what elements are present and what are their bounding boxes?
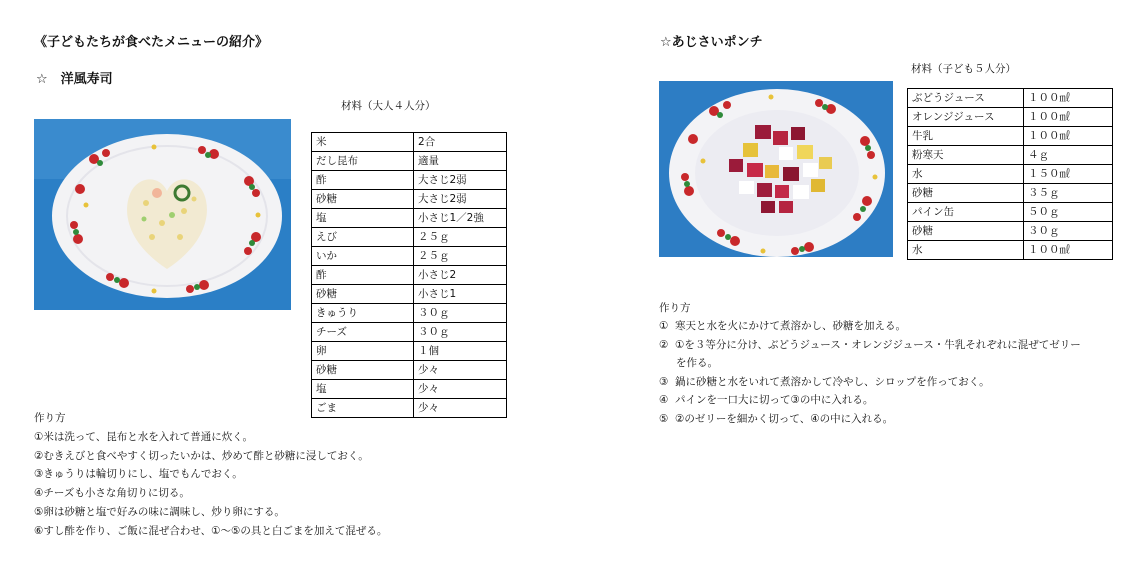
ingredient-name: 砂糖	[908, 222, 1024, 241]
ingredient-row	[908, 146, 1113, 165]
ingredient-amount: 小さじ1／2強	[414, 209, 507, 228]
ingredient-name: 粉寒天	[908, 146, 1024, 165]
ingredient-row	[312, 323, 507, 342]
ingredient-amount: １５０㎖	[1024, 165, 1113, 184]
sushi-step: ①米は洗って、昆布と水を入れて普通に炊く。	[34, 431, 253, 443]
ingredient-amount: ３０ｇ	[1024, 222, 1113, 241]
sushi-step: ⑤卵は砂糖と塩で好みの味に調味し、炒り卵にする。	[34, 505, 285, 518]
ingredient-row	[908, 203, 1113, 222]
step-text: 寒天と水を火にかけて煮溶かし、砂糖を加える。	[675, 320, 906, 332]
ingredient-row	[312, 285, 507, 304]
ingredient-amount: 少々	[414, 399, 507, 418]
ingredient-name: 酢	[312, 266, 414, 285]
punch-step	[659, 336, 1081, 355]
punch-step	[659, 354, 1081, 373]
ingredient-amount: ４ｇ	[1024, 146, 1113, 165]
ingredient-amount: ５０ｇ	[1024, 203, 1113, 222]
ingredient-row	[312, 133, 507, 152]
ingredient-name: ぶどうジュース	[908, 89, 1024, 108]
ingredient-row	[908, 89, 1113, 108]
punch-photo	[659, 81, 893, 257]
step-text: 鍋に砂糖と水をいれて煮溶かして冷やし、シロップを作っておく。	[675, 375, 990, 388]
ingredient-row	[312, 399, 507, 418]
ingredient-amount: 小さじ1	[414, 285, 507, 304]
ingredient-row	[312, 152, 507, 171]
ingredient-amount: １００㎖	[1024, 89, 1113, 108]
step-text: ②のゼリーを細かく切って、④の中に入れる。	[675, 412, 894, 425]
ingredient-row	[908, 127, 1113, 146]
ingredient-amount: ３０ｇ	[414, 304, 507, 323]
ingredient-amount: １個	[414, 342, 507, 361]
ingredient-name: 砂糖	[312, 285, 414, 304]
ingredient-name: 砂糖	[908, 184, 1024, 203]
ingredient-amount: 適量	[414, 152, 507, 171]
ingredient-name: オレンジジュース	[908, 108, 1024, 127]
ingredient-name: 砂糖	[312, 190, 414, 209]
ingredient-amount: １００㎖	[1024, 127, 1113, 146]
step-text: を作る。	[676, 357, 718, 369]
ingredient-name: 塩	[312, 209, 414, 228]
step-number: ③	[659, 375, 669, 388]
ingredient-row	[312, 304, 507, 323]
ingredient-name: 牛乳	[908, 127, 1024, 146]
sushi-step: ③きゅうりは輪切りにし、塩でもんでおく。	[34, 468, 243, 481]
ingredient-amount: 少々	[414, 380, 507, 399]
ingredient-amount: 小さじ2	[414, 266, 507, 285]
step-number: ①	[659, 320, 669, 332]
ingredient-name: 砂糖	[312, 361, 414, 380]
punch-ingredients-table	[907, 88, 1113, 260]
sushi-step: ④チーズも小さな角切りに切る。	[34, 487, 190, 500]
ingredient-name: 水	[908, 241, 1024, 260]
sushi-photo	[34, 119, 291, 310]
punch-title: ☆あじさいポンチ	[660, 35, 763, 50]
ingredient-amount: ２５ｇ	[414, 228, 507, 247]
ingredient-row	[908, 222, 1113, 241]
ingredient-name: 水	[908, 165, 1024, 184]
ingredient-row	[312, 190, 507, 209]
ingredient-amount: 2合	[414, 133, 507, 152]
sushi-method-title: 作り方	[34, 412, 66, 424]
ingredient-row	[908, 108, 1113, 127]
ingredient-amount: １００㎖	[1024, 241, 1113, 260]
ingredient-name: 酢	[312, 171, 414, 190]
step-number: ④	[659, 394, 669, 406]
ingredient-row	[312, 209, 507, 228]
punch-method-title: 作り方	[659, 302, 691, 314]
ingredient-amount: 少々	[414, 361, 507, 380]
ingredient-name: チーズ	[312, 323, 414, 342]
ingredient-name: 卵	[312, 342, 414, 361]
ingredient-name: パイン缶	[908, 203, 1024, 222]
punch-servings: 材料（子ども５人分）	[911, 63, 1016, 75]
ingredient-amount: ２５ｇ	[414, 247, 507, 266]
ingredient-name: だし昆布	[312, 152, 414, 171]
punch-steps	[659, 317, 1081, 428]
ingredient-row	[312, 342, 507, 361]
punch-step	[659, 373, 1081, 392]
punch-step	[659, 391, 1081, 410]
sushi-step: ②むきえびと食べやすく切ったいかは、炒めて酢と砂糖に浸しておく。	[34, 449, 369, 462]
sushi-servings: 材料（大人４人分）	[341, 100, 436, 112]
ingredient-amount: ３０ｇ	[414, 323, 507, 342]
step-text: ①を３等分に分け、ぶどうジュース・オレンジジュース・牛乳それぞれに混ぜてゼリー	[675, 338, 1081, 351]
ingredient-row	[312, 361, 507, 380]
ingredient-row	[312, 171, 507, 190]
punch-step	[659, 317, 1081, 336]
ingredient-row	[312, 228, 507, 247]
ingredient-amount: ３５ｇ	[1024, 184, 1113, 203]
ingredient-name: えび	[312, 228, 414, 247]
page-title: 《子どもたちが食べたメニューの紹介》	[34, 35, 269, 50]
sushi-photo-image	[34, 119, 291, 310]
sushi-steps	[34, 428, 387, 540]
ingredient-row	[908, 165, 1113, 184]
ingredient-amount: 大さじ2弱	[414, 171, 507, 190]
ingredient-row	[312, 266, 507, 285]
ingredient-row	[312, 380, 507, 399]
sushi-step: ⑥すし酢を作り、ご飯に混ぜ合わせ、①〜⑤の具と白ごまを加えて混ぜる。	[34, 524, 388, 537]
step-number: ②	[659, 338, 669, 351]
punch-step	[659, 410, 1081, 429]
step-text: パインを一口大に切って③の中に入れる。	[675, 394, 874, 406]
ingredient-amount: １００㎖	[1024, 108, 1113, 127]
ingredient-amount: 大さじ2弱	[414, 190, 507, 209]
sushi-ingredients-table	[311, 132, 507, 418]
ingredient-name: きゅうり	[312, 304, 414, 323]
ingredient-row	[908, 241, 1113, 260]
sushi-title: ☆ 洋風寿司	[36, 72, 113, 87]
step-number: ⑤	[659, 412, 669, 425]
punch-photo-image	[659, 81, 893, 257]
ingredient-row	[312, 247, 507, 266]
ingredient-name: 塩	[312, 380, 414, 399]
ingredient-name: いか	[312, 247, 414, 266]
ingredient-name: 米	[312, 133, 414, 152]
ingredient-name: ごま	[312, 399, 414, 418]
ingredient-row	[908, 184, 1113, 203]
